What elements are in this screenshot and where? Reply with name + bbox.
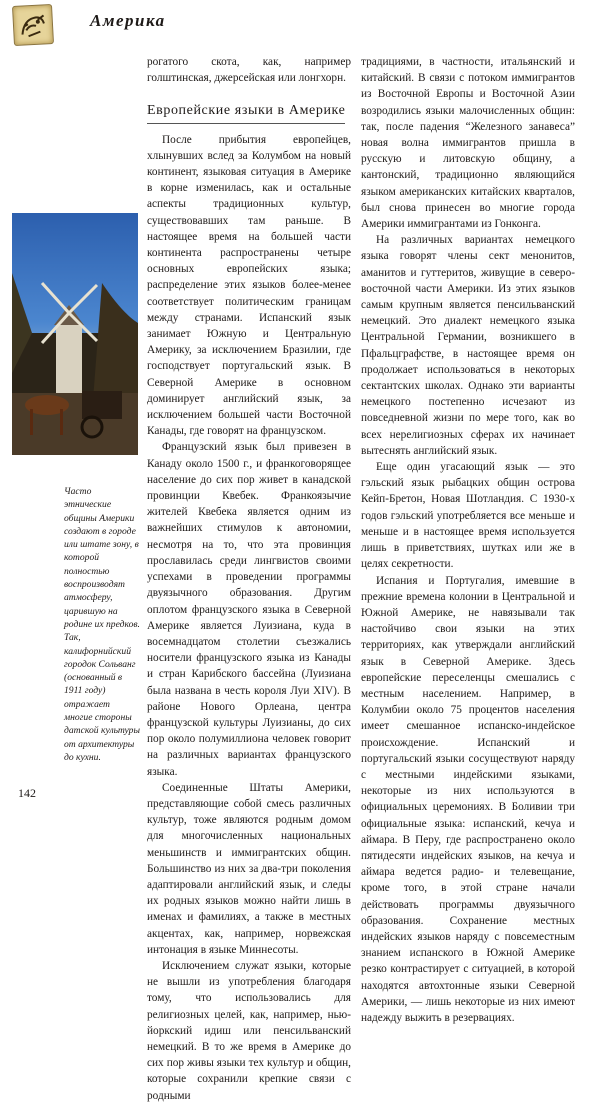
ancient-seal-icon	[12, 4, 54, 46]
page-number: 142	[18, 786, 36, 800]
continued-paragraph: рогатого скота, как, например голштинская, джерсейская или лонгхорн.	[147, 56, 351, 85]
paragraph: После прибытия европейцев, хлынувших вслед за Колумбом на новый континент, языковая ситуация в Америке в корне изменилась, как и остальные аспекты традиционных культур, существовавших там раньше. В настоящее время на большей части континента распространены четыре основных европейских языка; распределение этих языков более-менее соответствует политическим границам между странами. Испанский язык занимает Южную и Центральную Америку, за исключением Бразилии, где господствует португальский язык. В Северной Америке в основном доминирует английский язык, за исключением большей части Восточной Канады, где говорят на французском.	[147, 133, 351, 438]
paragraph: Испания и Португалия, имевшие в прежние времена колонии в Центральной и Южной Америке, не навязывали так настойчиво свои языки на этих территориях, как утверждали английский язык в Северной Америке. Здесь европейские переселенцы смешались с местным населением. Например, в Колумбии около 75 процентов населения имеет смешанное испанско-индейское происхождение. Испанский и португальский языки сосуществуют наряду с местными индейскими языками, некоторые из них используются в официальных церемониях. В Боливии три официальные языка: испанский, кечуа и аймара. В Перу, где распространено около пятидесяти индейских языков, на кечуа и аймара ведется радио- и телевещание, кроме того, в этой стране начали действовать программы двуязычного образования. Сохранение местных индейских языков наряду с повсеместным знанием испанского в Южной Америке резко контрастирует с ситуацией, в которой находятся автохтонные языки Северной Америки, — лишь некоторые из них имеют надежду выжить в резервациях.	[361, 574, 575, 1024]
middle-column	[147, 54, 351, 1104]
paragraph: Исключением служат языки, которые не вышли из употребления благодаря тому, что использовались для религиозных целей, как, например, нью-йоркский идиш или пенсильванский немецкий. В то же время в Америке до сих пор живы языки тех культур и общин, которые сохранили крепкие связи с родными	[147, 959, 351, 1102]
paragraph: Еще один угасающий язык — это гэльский язык рыбацких общин острова Кейп-Бретон, Новая Шотландия. С 1930-х годов гэльский употребляется все меньше и меньше и в настоящее время используется лишь в приветствиях, шутках или же в целях секретности.	[361, 461, 575, 571]
paragraph: На различных вариантах немецкого языка говорят члены сект менонитов, аманитов и гуттеритов, живущие в северо-восточной части Америки. Из этих языков самым крупным является пенсильванский немецкий. Это диалект немецкого языка Центральной Германии, возникшего в Пфальцграфстве, в настоящее время он продолжает использоваться в некоторых сектантских школах. Однако эти варианты немецкого постепенно исчезают из повседневной жизни по мере того, как во всех нерелигиозных сферах их начинает вытеснять английский язык.	[361, 234, 575, 457]
section-title: Америка	[90, 11, 166, 30]
windmill-horse-carriage-photo	[12, 213, 138, 455]
paragraph: Французский язык был привезен в Канаду около 1500 г., и франкоговорящее население до сих пор живет в канадской провинции Квебек. Франкоязычие жителей Квебека является одним из важнейших стимулов к автономии, несмотря на то, что эта провинция прославилась среди лингвистов своими успехами в проведении программы двуязычного образования. Другим оплотом французского языка в Северной Америке является Луизиана, куда в восемнадцатом столетии съезжались носители французского языка из Канады и стран Карибского бассейна (Луизиана была названа в честь короля Луи XIV). В районе Нового Орлеана, центра французской культуры Луизианы, до сих пор около полумиллиона человек говорит на различных вариантах французского языка.	[147, 441, 351, 778]
section-heading: Европейские языки в Америке	[147, 103, 345, 123]
photo-caption: Часто этнические общины Америки создают в городе или штате зону, в которой полностью воспроизводят атмосферу, царившую на родине их предков. Так, калифорнийский городок Сольванг (основанный в 1911 году) отражает многие стороны датской культуры от архитектуры до кухни.	[64, 486, 140, 763]
continued-paragraph: традициями, в частности, итальянский и китайский. В связи с потоком иммигрантов из Восточной Европы и Восточной Азии возродились языки малочисленных общин: так, после падения “Железного занавеса” новая волна иммигрантов пришла в русскую и литовскую общину, а кантонский, традиционно являющийся языком американских китайских кварталов, был снова принесен во многие города Америки иммигрантами из Гонконга.	[361, 56, 575, 231]
right-column	[361, 54, 575, 1026]
paragraph: Соединенные Штаты Америки, представляющие собой смесь различных культур, тоже являются родным домом для многочисленных национальных меньшинств и иммигрантских общин. Большинство из них за два-три поколения адаптировали английский язык, и следы их родных языков можно найти лишь в именах и фамилиях, а также в местных акцентах, как, например, норвежская интонация в языке Миннесоты.	[147, 781, 351, 956]
